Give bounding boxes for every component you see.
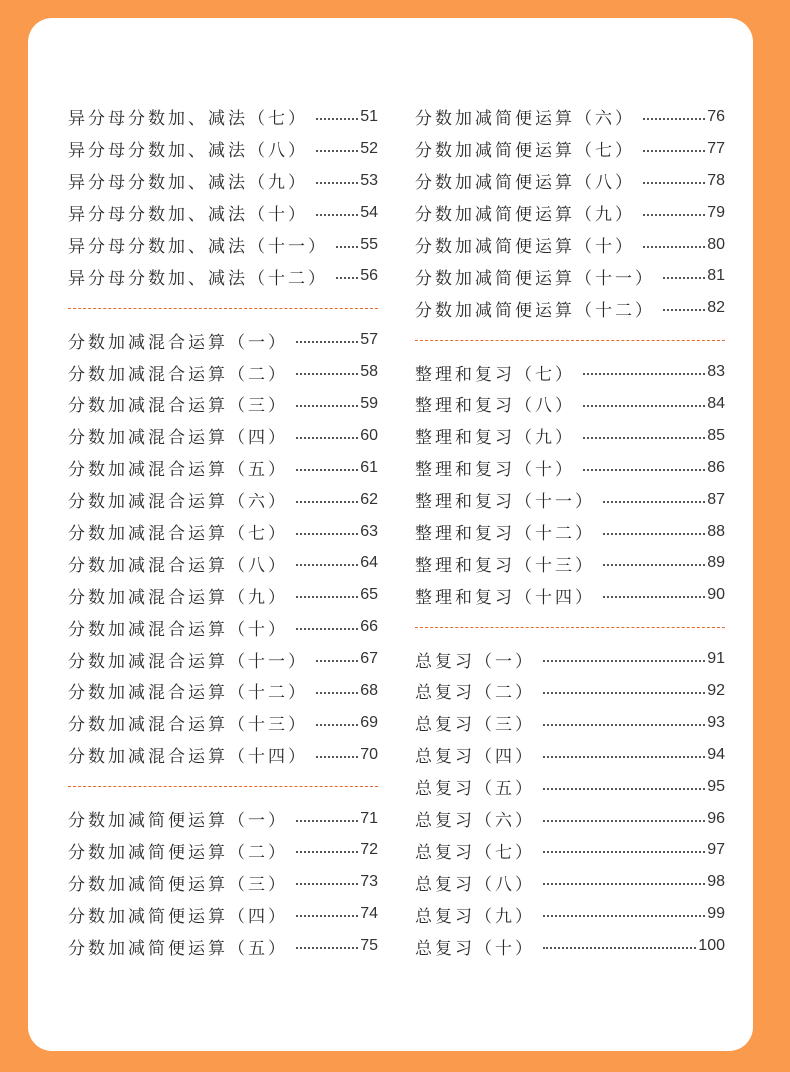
- dot-leader: [543, 947, 696, 949]
- toc-entry-title: 分数加减简便运算（十）: [415, 237, 635, 257]
- toc-entry-title: 分数加减混合运算（四）: [68, 428, 288, 449]
- toc-entry[interactable]: [68, 930, 378, 962]
- toc-entry-page-number: 97: [707, 841, 725, 859]
- toc-entry-title: 分数加减混合运算（六）: [68, 492, 288, 513]
- dot-leader: [643, 150, 705, 152]
- toc-entry-title: 分数加减简便运算（三）: [68, 874, 288, 895]
- toc-entry[interactable]: [415, 516, 725, 548]
- dot-leader: [296, 596, 358, 598]
- toc-entry[interactable]: [415, 547, 725, 579]
- toc-entry[interactable]: [68, 133, 378, 165]
- dot-leader: [583, 405, 705, 407]
- toc-entry-page-number: 88: [707, 522, 725, 540]
- toc-entry-title: 分数加减混合运算（十一）: [68, 651, 308, 672]
- toc-entry-page-number: 70: [360, 745, 378, 763]
- dot-leader: [316, 660, 358, 662]
- toc-entry[interactable]: [415, 260, 725, 292]
- toc-entry[interactable]: [415, 579, 725, 611]
- toc-entry-title: 总复习（九）: [415, 906, 535, 927]
- toc-entry-title: 整理和复习（十一）: [415, 492, 595, 513]
- toc-entry[interactable]: [68, 101, 378, 133]
- toc-entry-title: 分数加减混合运算（二）: [68, 364, 288, 385]
- toc-entry[interactable]: [415, 675, 725, 707]
- toc-entry-title: 分数加减简便运算（六）: [415, 109, 635, 130]
- dot-leader: [316, 182, 358, 184]
- toc-entry-title: 异分母分数加、减法（九）: [68, 173, 308, 194]
- toc-entry[interactable]: [415, 739, 725, 771]
- toc-entry-page-number: 66: [360, 618, 378, 636]
- toc-entry-page-number: 76: [707, 107, 725, 125]
- toc-entry-page-number: 95: [707, 777, 725, 795]
- dot-leader: [316, 214, 358, 216]
- toc-entry-title: 分数加减简便运算（七）: [415, 141, 635, 162]
- toc-entry[interactable]: [68, 611, 378, 643]
- toc-entry[interactable]: [68, 388, 378, 420]
- toc-entry-page-number: 93: [707, 713, 725, 731]
- dot-leader: [543, 851, 705, 853]
- toc-entry[interactable]: [68, 675, 378, 707]
- toc-entry[interactable]: [415, 643, 725, 675]
- toc-entry-page-number: 73: [360, 873, 378, 891]
- toc-entry-page-number: 60: [360, 426, 378, 444]
- toc-entry-page-number: 51: [360, 107, 378, 125]
- section-divider: [68, 771, 378, 803]
- toc-entry[interactable]: [68, 260, 378, 292]
- toc-entry-title: 分数加减简便运算（十一）: [415, 268, 655, 289]
- toc-entry-page-number: 62: [360, 490, 378, 508]
- toc-entry-title: 总复习（五）: [415, 779, 535, 800]
- toc-entry[interactable]: [415, 197, 725, 229]
- dot-leader: [643, 246, 705, 248]
- toc-entry-page-number: 78: [707, 171, 725, 189]
- dot-leader: [316, 692, 358, 694]
- dot-leader: [543, 915, 705, 917]
- dot-leader: [296, 469, 358, 471]
- toc-entry[interactable]: [68, 707, 378, 739]
- toc-entry[interactable]: [68, 643, 378, 675]
- toc-entry-title: 整理和复习（九）: [415, 428, 575, 449]
- toc-entry[interactable]: [415, 484, 725, 516]
- dot-leader: [603, 501, 705, 503]
- toc-entry-page-number: 80: [707, 235, 725, 253]
- toc-entry-title: 分数加减简便运算（二）: [68, 842, 288, 863]
- toc-entry-title: 总复习（六）: [415, 811, 535, 832]
- dot-leader: [316, 118, 358, 120]
- toc-entry-page-number: 72: [360, 841, 378, 859]
- toc-entry-page-number: 53: [360, 171, 378, 189]
- dot-leader: [603, 564, 705, 566]
- toc-entry-page-number: 54: [360, 203, 378, 221]
- toc-entry-page-number: 91: [707, 650, 725, 668]
- toc-entry-page-number: 98: [707, 873, 725, 891]
- toc-entry-title: 分数加减混合运算（一）: [68, 332, 288, 353]
- toc-entry-page-number: 68: [360, 681, 378, 699]
- toc-entry-title: 分数加减混合运算（十三）: [68, 715, 308, 736]
- toc-entry[interactable]: [415, 165, 725, 197]
- toc-entry-page-number: 64: [360, 554, 378, 572]
- toc-entry[interactable]: [68, 898, 378, 930]
- toc-entry-page-number: 94: [707, 745, 725, 763]
- toc-entry-title: 总复习（二）: [415, 683, 535, 704]
- dot-leader: [296, 533, 358, 535]
- toc-entry-page-number: 75: [360, 937, 378, 955]
- dot-leader: [296, 628, 358, 630]
- toc-entry[interactable]: [415, 803, 725, 835]
- toc-entry-title: 整理和复习（十四）: [415, 587, 595, 608]
- toc-entry-title: 异分母分数加、减法（十一）: [68, 237, 328, 257]
- dot-leader: [643, 182, 705, 184]
- toc-entry-page-number: 79: [707, 203, 725, 221]
- toc-entry-page-number: 71: [360, 809, 378, 827]
- toc-entry-title: 分数加减混合运算（五）: [68, 460, 288, 481]
- dot-leader: [543, 756, 705, 758]
- dot-leader: [543, 820, 705, 822]
- toc-entry-title: 整理和复习（十三）: [415, 555, 595, 576]
- toc-entry-page-number: 92: [707, 681, 725, 699]
- toc-entry-title: 总复习（十）: [415, 938, 535, 959]
- toc-entry[interactable]: [415, 133, 725, 165]
- toc-entry-title: 异分母分数加、减法（十）: [68, 205, 308, 226]
- toc-entry[interactable]: [68, 452, 378, 484]
- dot-leader: [296, 947, 358, 949]
- toc-entry[interactable]: [415, 930, 725, 962]
- toc-entry-title: 分数加减简便运算（八）: [415, 173, 635, 194]
- toc-entry-page-number: 96: [707, 809, 725, 827]
- toc-entry-page-number: 87: [707, 490, 725, 508]
- dot-leader: [316, 756, 358, 758]
- dot-leader: [316, 724, 358, 726]
- toc-entry-title: 总复习（八）: [415, 874, 535, 895]
- toc-entry[interactable]: [68, 834, 378, 866]
- dot-leader: [296, 437, 358, 439]
- toc-entry[interactable]: [415, 707, 725, 739]
- toc-entry-page-number: 85: [707, 426, 725, 444]
- toc-entry-page-number: 74: [360, 905, 378, 923]
- toc-entry[interactable]: [415, 388, 725, 420]
- dashed-divider-line: [415, 340, 725, 341]
- toc-entry-page-number: 61: [360, 458, 378, 476]
- toc-entry-title: 分数加减混合运算（十四）: [68, 747, 308, 768]
- dot-leader: [296, 564, 358, 566]
- toc-entry[interactable]: [415, 866, 725, 898]
- toc-entry[interactable]: [68, 547, 378, 579]
- toc-entry-page-number: 65: [360, 586, 378, 604]
- toc-entry-title: 分数加减混合运算（八）: [68, 555, 288, 576]
- toc-entry-title: 分数加减混合运算（九）: [68, 587, 288, 608]
- toc-entry-title: 整理和复习（七）: [415, 364, 575, 385]
- toc-entry[interactable]: [68, 579, 378, 611]
- toc-entry[interactable]: [68, 324, 378, 356]
- toc-entry-title: 分数加减混合运算（十）: [68, 619, 288, 640]
- toc-entry-title: 分数加减简便运算（四）: [68, 906, 288, 927]
- toc-entry-page-number: 86: [707, 458, 725, 476]
- toc-entry[interactable]: [415, 420, 725, 452]
- dot-leader: [543, 724, 705, 726]
- toc-entry[interactable]: [415, 229, 725, 261]
- toc-entry-title: 总复习（一）: [415, 651, 535, 672]
- toc-entry[interactable]: [415, 452, 725, 484]
- toc-entry[interactable]: [68, 197, 378, 229]
- dot-leader: [543, 692, 705, 694]
- toc-entry-page-number: 63: [360, 522, 378, 540]
- dot-leader: [583, 469, 705, 471]
- toc-entry-page-number: 84: [707, 394, 725, 412]
- toc-entry[interactable]: [415, 356, 725, 388]
- toc-entry-title: 整理和复习（八）: [415, 396, 575, 417]
- toc-entry-page-number: 56: [360, 267, 378, 285]
- dot-leader: [296, 501, 358, 503]
- toc-entry-title: 分数加减混合运算（三）: [68, 396, 288, 417]
- dashed-divider-line: [68, 786, 378, 787]
- toc-entry[interactable]: [415, 834, 725, 866]
- toc-entry-page-number: 81: [707, 267, 725, 285]
- dot-leader: [583, 373, 705, 375]
- toc-entry[interactable]: [68, 739, 378, 771]
- toc-entry[interactable]: [415, 101, 725, 133]
- toc-entry[interactable]: [68, 484, 378, 516]
- dot-leader: [583, 437, 705, 439]
- dot-leader: [663, 309, 705, 311]
- toc-entry[interactable]: [68, 420, 378, 452]
- dot-leader: [296, 820, 358, 822]
- toc-entry-page-number: 83: [707, 363, 725, 381]
- dot-leader: [543, 660, 705, 662]
- toc-entry-title: 异分母分数加、减法（七）: [68, 109, 308, 130]
- toc-entry-title: 整理和复习（十）: [415, 460, 575, 481]
- toc-entry-page-number: 59: [360, 394, 378, 412]
- toc-entry-title: 分数加减简便运算（十二）: [415, 300, 655, 321]
- toc-entry-title: 分数加减简便运算（一）: [68, 811, 288, 832]
- toc-entry-title: 整理和复习（十二）: [415, 524, 595, 545]
- toc-entry-title: 分数加减简便运算（九）: [415, 205, 635, 226]
- toc-entry-title: 分数加减简便运算（五）: [68, 938, 288, 959]
- toc-entry-title: 异分母分数加、减法（十二）: [68, 268, 328, 289]
- dot-leader: [336, 246, 358, 248]
- dot-leader: [543, 883, 705, 885]
- dot-leader: [336, 277, 358, 279]
- toc-entry[interactable]: [415, 771, 725, 803]
- toc-entry-page-number: 58: [360, 363, 378, 381]
- toc-entry-page-number: 100: [698, 937, 725, 955]
- toc-entry-page-number: 90: [707, 586, 725, 604]
- toc-entry-page-number: 77: [707, 139, 725, 157]
- section-divider: [68, 292, 378, 324]
- dashed-divider-line: [68, 308, 378, 309]
- toc-column-right: [415, 101, 725, 962]
- toc-entry-title: 总复习（七）: [415, 842, 535, 863]
- toc-entry-page-number: 69: [360, 713, 378, 731]
- toc-entry[interactable]: [68, 866, 378, 898]
- dot-leader: [316, 150, 358, 152]
- toc-entry-page-number: 82: [707, 299, 725, 317]
- section-divider: [415, 324, 725, 356]
- dot-leader: [603, 596, 705, 598]
- section-divider: [415, 611, 725, 643]
- toc-entry-page-number: 52: [360, 139, 378, 157]
- toc-entry[interactable]: [68, 803, 378, 835]
- dot-leader: [663, 277, 705, 279]
- toc-entry[interactable]: [68, 516, 378, 548]
- toc-entry[interactable]: [68, 165, 378, 197]
- toc-entry-title: 总复习（四）: [415, 747, 535, 768]
- toc-entry[interactable]: [415, 292, 725, 324]
- dot-leader: [296, 405, 358, 407]
- toc-entry-title: 异分母分数加、减法（八）: [68, 141, 308, 162]
- toc-entry[interactable]: [415, 898, 725, 930]
- dot-leader: [296, 373, 358, 375]
- dot-leader: [603, 533, 705, 535]
- dot-leader: [296, 851, 358, 853]
- dashed-divider-line: [415, 627, 725, 628]
- toc-entry-page-number: 57: [360, 331, 378, 349]
- toc-entry-title: 分数加减混合运算（七）: [68, 524, 288, 545]
- dot-leader: [643, 214, 705, 216]
- toc-entry[interactable]: [68, 229, 378, 261]
- toc-entry-title: 总复习（三）: [415, 715, 535, 736]
- toc-entry-page-number: 67: [360, 650, 378, 668]
- toc-entry-page-number: 89: [707, 554, 725, 572]
- dot-leader: [296, 915, 358, 917]
- dot-leader: [543, 788, 705, 790]
- toc-column-left: [68, 101, 378, 962]
- dot-leader: [296, 341, 358, 343]
- toc-entry-page-number: 99: [707, 905, 725, 923]
- dot-leader: [296, 883, 358, 885]
- toc-entry[interactable]: [68, 356, 378, 388]
- toc-entry-page-number: 55: [360, 235, 378, 253]
- dot-leader: [643, 118, 705, 120]
- toc-entry-title: 分数加减混合运算（十二）: [68, 683, 308, 704]
